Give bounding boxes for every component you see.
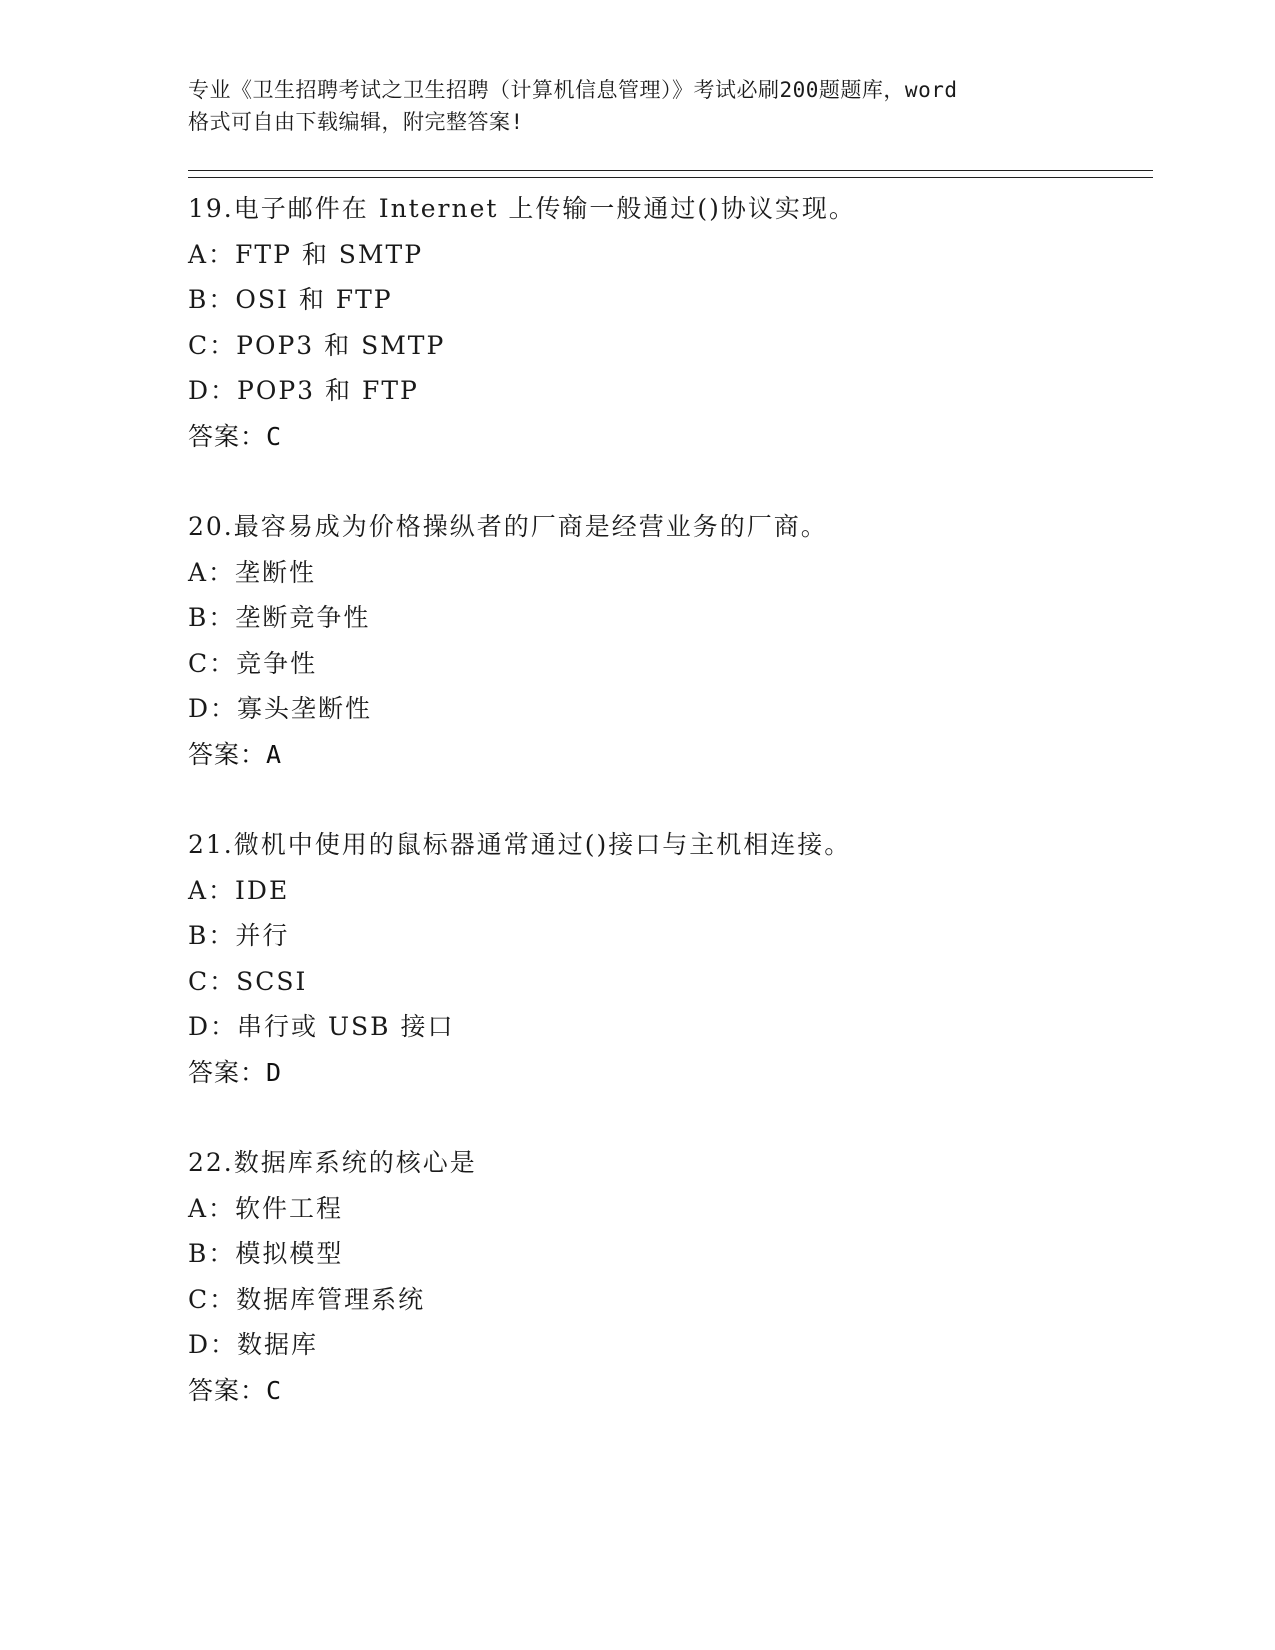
option-b: B：垄断竞争性 [188,603,371,632]
question-block [188,504,1153,777]
option-a: A：软件工程 [188,1193,344,1223]
document-page [188,74,1153,1413]
option-b: B：OSI 和 FTP [188,285,393,314]
option-a: A：垄断性 [188,557,317,587]
answer-line: 答案：C [188,421,283,451]
question-block [188,186,1153,459]
header-double-rule [188,170,1153,178]
option-d: D：串行或 USB 接口 [188,1012,455,1041]
question-block [188,1140,1153,1413]
question-stem: 20.最容易成为价格操纵者的厂商是经营业务的厂商。 [188,512,828,541]
option-a: A：FTP 和 SMTP [188,239,424,269]
option-b: B：模拟模型 [188,1239,344,1268]
question-block [188,822,1153,1095]
option-c: C：竞争性 [188,648,318,678]
option-a: A：IDE [188,875,290,905]
option-d: D：寡头垄断性 [188,694,373,723]
question-stem: 22.数据库系统的核心是 [188,1148,477,1177]
option-c: C：SCSI [188,966,308,996]
answer-line: 答案：A [188,739,283,769]
header-line-1: 专业《卫生招聘考试之卫生招聘（计算机信息管理）》考试必刷200题题库，word [188,78,958,102]
option-c: C：POP3 和 SMTP [188,330,446,360]
question-stem: 21.微机中使用的鼠标器通常通过()接口与主机相连接。 [188,830,852,859]
option-b: B：并行 [188,921,290,950]
option-d: D：数据库 [188,1330,319,1359]
answer-line: 答案：D [188,1057,283,1087]
answer-line: 答案：C [188,1375,283,1405]
question-stem: 19.电子邮件在 Internet 上传输一般通过()协议实现。 [188,194,856,223]
option-d: D：POP3 和 FTP [188,376,419,405]
header-line-2: 格式可自由下载编辑，附完整答案! [188,110,524,134]
option-c: C：数据库管理系统 [188,1284,426,1314]
document-header [188,74,1153,138]
